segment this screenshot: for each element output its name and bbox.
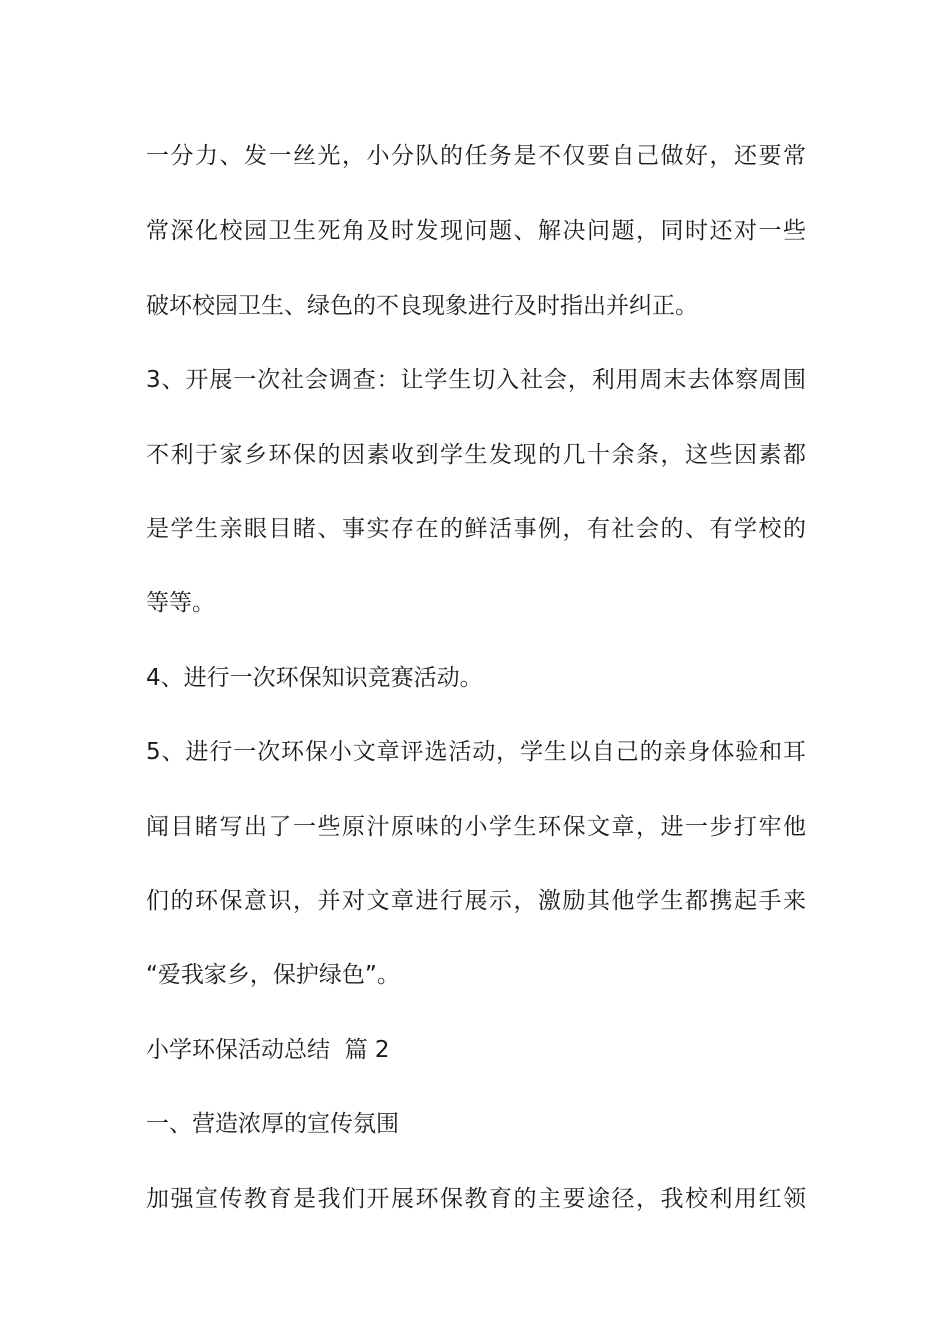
paragraph-line: 等等。 [146,590,215,616]
paragraph-line: 不利于家乡环保的因素收到学生发现的几十余条，这些因素都 [146,442,806,468]
paragraph-line: 一分力、发一丝光，小分队的任务是不仅要自己做好，还要常 [146,143,806,169]
paragraph-line: 破坏校园卫生、绿色的不良现象进行及时指出并纠正。 [146,293,698,319]
paragraph-line: 是学生亲眼目睹、事实存在的鲜活事例，有社会的、有学校的 [146,516,806,542]
paragraph-line: 加强宣传教育是我们开展环保教育的主要途径，我校利用红领 [146,1186,806,1212]
paragraph-line: 常深化校园卫生死角及时发现问题、解决问题，同时还对一些 [146,218,806,244]
paragraph-line: “爱我家乡，保护绿色”。 [146,962,400,988]
paragraph-line: 们的环保意识，并对文章进行展示，激励其他学生都携起手来 [146,888,806,914]
section-title: 小学环保活动总结 篇 2 [146,1037,390,1063]
paragraph-line: 闻目睹写出了一些原汁原味的小学生环保文章，进一步打牢他 [146,814,806,840]
paragraph-line: 5、进行一次环保小文章评选活动，学生以自己的亲身体验和耳 [146,739,806,765]
paragraph-line: 3、开展一次社会调查：让学生切入社会，利用周末去体察周围 [146,367,806,393]
section-heading: 一、营造浓厚的宣传氛围 [146,1111,399,1137]
paragraph-line: 4、进行一次环保知识竞赛活动。 [146,665,483,691]
